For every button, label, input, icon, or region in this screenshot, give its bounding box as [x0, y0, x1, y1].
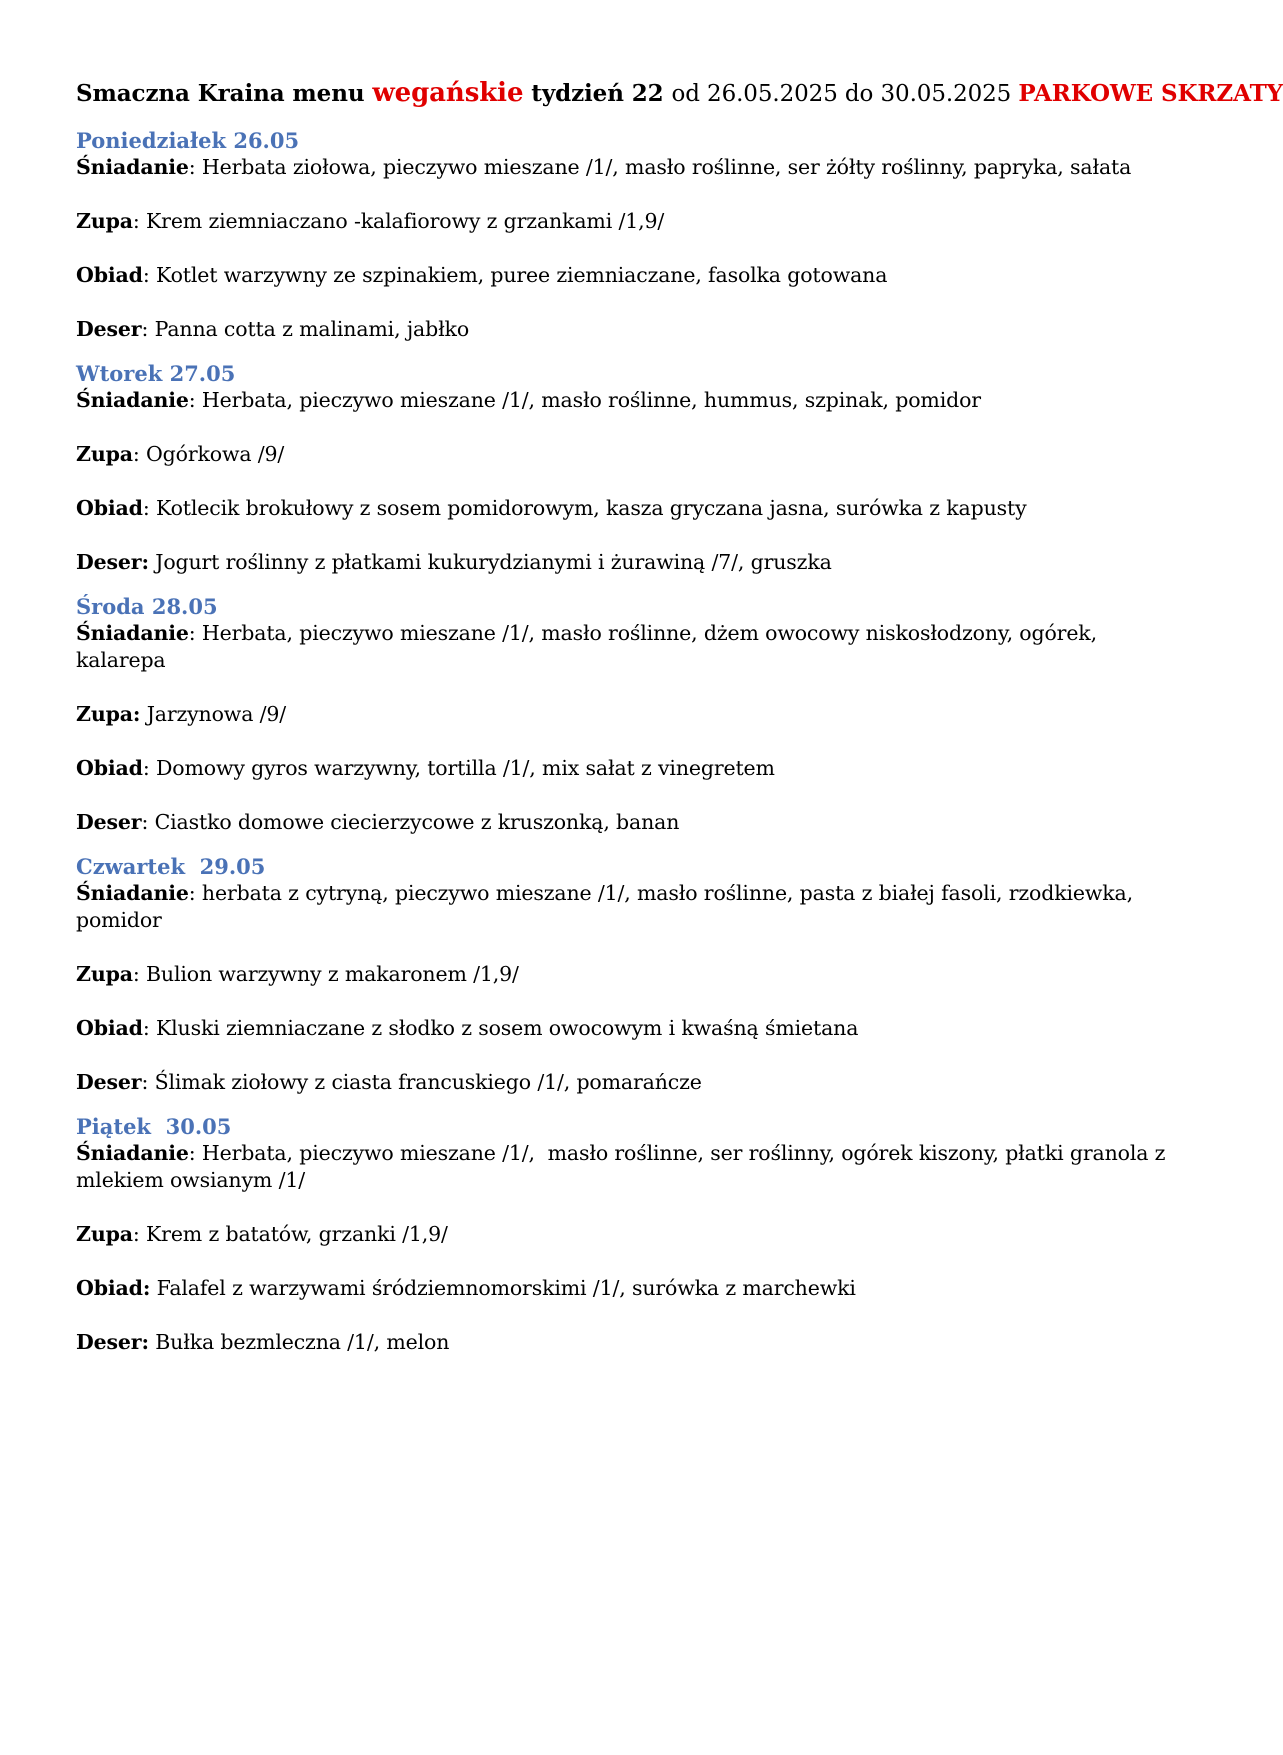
meal-label: Obiad: — [76, 1276, 151, 1300]
title-week: tydzień 22 — [523, 80, 672, 107]
meal-label: Deser — [76, 317, 142, 341]
day-heading: Środa 28.05 — [76, 594, 218, 619]
meal-label: Zupa — [76, 962, 133, 986]
meal-separator: : — [142, 756, 156, 780]
day-heading: Poniedziałek 26.05 — [76, 128, 300, 153]
day-heading: Wtorek 27.05 — [76, 361, 236, 386]
meal-description: Kotlecik brokułowy z sosem pomidorowym, kasza gryczana jasna, surówka z kapusty — [155, 496, 1027, 520]
meal-label: Śniadanie — [76, 1141, 189, 1165]
day-section — [76, 594, 1180, 836]
meal-label: Deser: — [76, 1330, 149, 1354]
meal-zupa — [76, 1221, 1180, 1248]
meal-separator: : — [132, 962, 147, 986]
day-heading: Piątek 30.05 — [76, 1114, 232, 1139]
title-group-name: PARKOWE SKRZATY — [1018, 80, 1283, 107]
meal-separator: : — [141, 317, 155, 341]
meal-obiad — [76, 755, 1180, 782]
meal-zupa — [76, 701, 1180, 728]
meal-sniadanie — [76, 1140, 1180, 1194]
meal-obiad — [76, 495, 1180, 522]
meal-description: Herbata ziołowa, pieczywo mieszane /1/, masło roślinne, ser żółty roślinny, papryka, sałata — [201, 155, 1132, 179]
meal-obiad — [76, 1015, 1180, 1042]
meal-label: Śniadanie — [76, 621, 189, 645]
meal-label: Obiad — [76, 263, 143, 287]
meal-label: Deser: — [76, 550, 149, 574]
meal-obiad — [76, 262, 1180, 289]
meal-deser — [76, 1069, 1180, 1096]
meal-label: Zupa — [76, 209, 133, 233]
meal-description: Herbata, pieczywo mieszane /1/, masło roślinne, ser roślinny, ogórek kiszony, płatki granola z mlekiem owsianym /1/ — [76, 1141, 1172, 1192]
meal-description: Ogórkowa /9/ — [146, 442, 285, 466]
meal-label: Zupa — [76, 1222, 133, 1246]
meal-separator: : — [142, 496, 156, 520]
meal-separator: : — [188, 155, 202, 179]
meal-deser — [76, 809, 1180, 836]
meal-label: Śniadanie — [76, 881, 189, 905]
meal-description: Bułka bezmleczna /1/, melon — [155, 1330, 450, 1354]
meal-deser — [76, 316, 1180, 343]
meal-label: Deser — [76, 1070, 142, 1094]
meal-separator: : — [188, 388, 202, 412]
meal-description: Falafel z warzywami śródziemnomorskimi /1/, surówka z marchewki — [156, 1276, 856, 1300]
meal-deser — [76, 549, 1180, 576]
meal-description: Jarzynowa /9/ — [146, 702, 287, 726]
meal-separator: : — [188, 621, 202, 645]
meal-separator: : — [142, 1016, 156, 1040]
title-diet: wegańskie — [372, 78, 524, 108]
day-section — [76, 1114, 1180, 1356]
meal-separator: : — [132, 1222, 147, 1246]
meal-description: Domowy gyros warzywny, tortilla /1/, mix sałat z vinegretem — [155, 756, 775, 780]
meal-label: Śniadanie — [76, 388, 189, 412]
meal-separator: : — [141, 1070, 155, 1094]
meal-obiad — [76, 1275, 1180, 1302]
meal-sniadanie — [76, 880, 1180, 934]
day-section — [76, 854, 1180, 1096]
meal-label: Obiad — [76, 496, 143, 520]
meal-zupa — [76, 441, 1180, 468]
meal-separator: : — [132, 209, 147, 233]
meal-sniadanie — [76, 387, 1180, 414]
meal-sniadanie — [76, 154, 1180, 181]
meal-description: Krem z batatów, grzanki /1,9/ — [146, 1222, 448, 1246]
day-section — [76, 128, 1180, 343]
meal-separator: : — [188, 1141, 202, 1165]
title-brand: Smaczna Kraina menu — [76, 80, 373, 107]
meal-description: Panna cotta z malinami, jabłko — [154, 317, 470, 341]
meal-zupa — [76, 961, 1180, 988]
meal-zupa — [76, 208, 1180, 235]
meal-label: Obiad — [76, 756, 143, 780]
day-section — [76, 361, 1180, 576]
meal-separator: : — [142, 263, 156, 287]
meal-separator: : — [132, 442, 147, 466]
meal-description: herbata z cytryną, pieczywo mieszane /1/, masło roślinne, pasta z białej fasoli, rzodkiewka, pomidor — [76, 881, 1140, 932]
meal-description: Kluski ziemniaczane z słodko z sosem owocowym i kwaśną śmietana — [155, 1016, 859, 1040]
meal-label: Zupa: — [76, 702, 141, 726]
page-title — [76, 78, 1283, 109]
title-date-range: od 26.05.2025 do 30.05.2025 — [671, 81, 1019, 107]
day-heading: Czwartek 29.05 — [76, 854, 266, 879]
meal-description: Ślimak ziołowy z ciasta francuskiego /1/, pomarańcze — [154, 1070, 702, 1094]
meal-separator: : — [188, 881, 202, 905]
meal-label: Zupa — [76, 442, 133, 466]
meal-sniadanie — [76, 620, 1180, 674]
days-list — [76, 128, 1180, 1356]
meal-description: Herbata, pieczywo mieszane /1/, masło roślinne, hummus, szpinak, pomidor — [201, 388, 981, 412]
meal-separator: : — [141, 810, 155, 834]
meal-label: Obiad — [76, 1016, 143, 1040]
meal-description: Kotlet warzywny ze szpinakiem, puree ziemniaczane, fasolka gotowana — [155, 263, 888, 287]
meal-description: Ciastko domowe ciecierzycowe z kruszonką, banan — [154, 810, 680, 834]
meal-description: Krem ziemniaczano -kalafiorowy z grzankami /1,9/ — [146, 209, 665, 233]
meal-description: Jogurt roślinny z płatkami kukurydzianymi i żurawiną /7/, gruszka — [155, 550, 832, 574]
meal-description: Bulion warzywny z makaronem /1,9/ — [146, 962, 519, 986]
meal-deser — [76, 1329, 1180, 1356]
meal-description: Herbata, pieczywo mieszane /1/, masło roślinne, dżem owocowy niskosłodzony, ogórek, kalarepa — [76, 621, 1104, 672]
meal-label: Deser — [76, 810, 142, 834]
meal-label: Śniadanie — [76, 155, 189, 179]
